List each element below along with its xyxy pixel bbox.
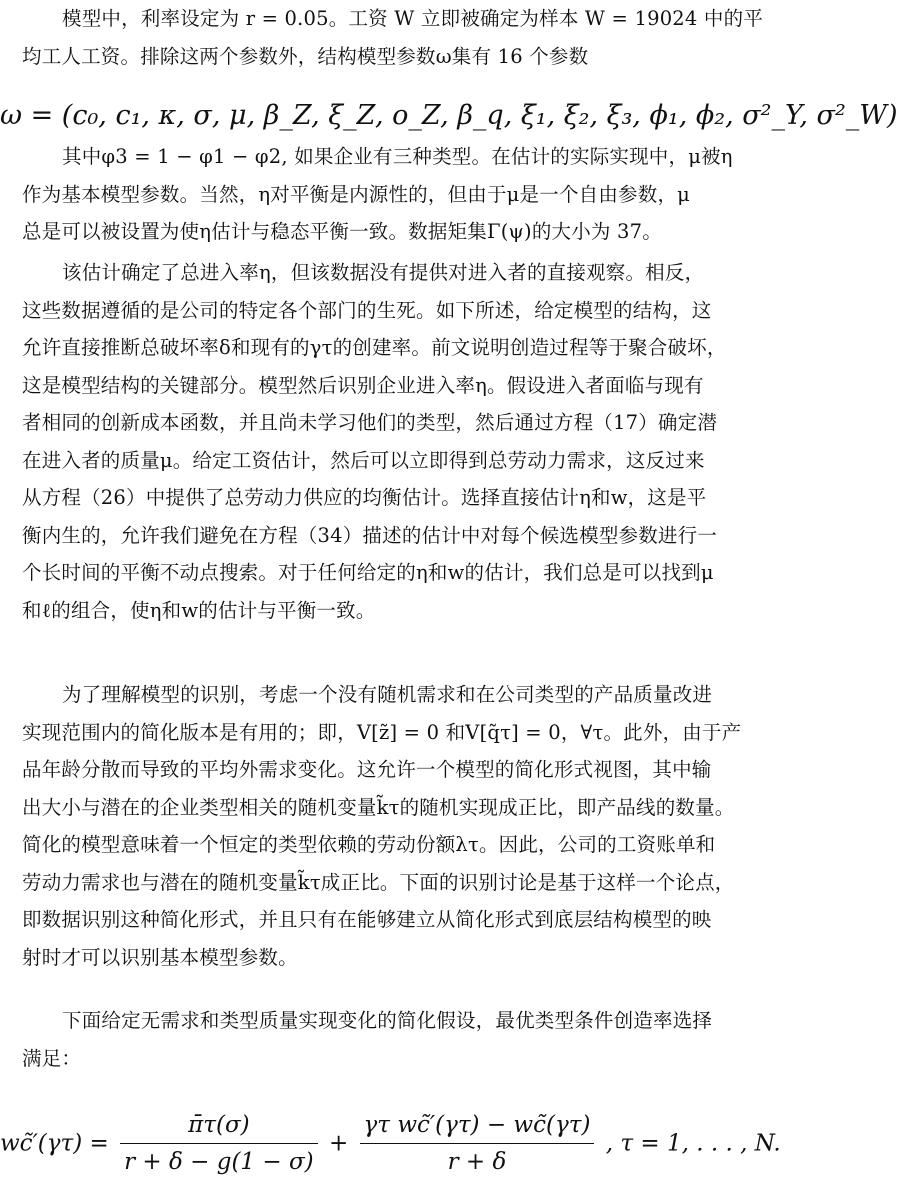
- paragraph-1: [22, 0, 764, 75]
- equation-fraction-2: [360, 1110, 595, 1177]
- text-line: 这是模型结构的关键部分。模型然后识别企业进入率η。假设进入者面临与现有: [22, 373, 704, 397]
- text-line: 均工人工资。排除这两个参数外，结构模型参数ω集有 16 个参数: [22, 44, 589, 68]
- paragraph-2: [22, 138, 750, 251]
- text-line: 其中φ3 = 1 − φ1 − φ2, 如果企业有三种类型。在估计的实际实现中，μ被η: [62, 145, 733, 168]
- text-line: 允许直接推断总破坏率δ和现有的γτ的创建率。前文说明创造过程等于聚合破坏，: [22, 336, 727, 359]
- text-line: 总是可以被设置为使η估计与稳态平衡一致。数据矩集Γ(ψ)的大小为 37。: [22, 220, 662, 243]
- text-line: 实现范围内的简化版本是有用的；即，V[z̃] = 0 和V[q̃τ] = 0，∀τ。此外，由于产: [22, 720, 742, 744]
- text-line: 品年龄分散而导致的平均外需求变化。这允许一个模型的简化形式视图，其中输: [22, 758, 712, 781]
- paragraph-5: [22, 1002, 750, 1077]
- fraction-numerator: γτ wc̃′(γτ) − wc̃(γτ): [360, 1110, 595, 1144]
- text-line: 劳动力需求也与潜在的随机变量k̃τ成正比。下面的识别讨论是基于这样一个论点，: [22, 870, 735, 894]
- text-line: 下面给定无需求和类型质量实现变化的简化假设，最优类型条件创造率选择: [62, 1009, 713, 1032]
- fraction-denominator: r + δ: [447, 1149, 507, 1175]
- text-line: 个长时间的平衡不动点搜索。对于任何给定的η和w的估计，我们总是可以找到μ: [22, 561, 714, 584]
- equation-creation-rate: [0, 1110, 781, 1177]
- text-line: 满足：: [22, 1046, 82, 1070]
- text-line: 该估计确定了总进入率η，但该数据没有提供对进入者的直接观察。相反，: [62, 261, 705, 284]
- fraction-denominator: r + δ − g(1 − σ): [124, 1149, 314, 1175]
- text-line: 在进入者的质量μ。给定工资估计，然后可以立即得到总劳动力需求，这反过来: [22, 448, 705, 472]
- text-line: 从方程（26）中提供了总劳动力供应的均衡估计。选择直接估计η和w，这是平: [22, 486, 707, 509]
- text-line: 为了理解模型的识别，考虑一个没有随机需求和在公司类型的产品质量改进: [62, 683, 713, 706]
- equation-omega: ω = (c₀, c₁, κ, σ, μ, β_Z, ξ_Z, o_Z, β_q, ξ₁, ξ₂, ξ₃, ϕ₁, ϕ₂, σ²_Y, σ²_W): [0, 100, 898, 131]
- equation-tail: , τ = 1, . . . , N.: [605, 1130, 781, 1157]
- text-line: 出大小与潜在的企业类型相关的随机变量k̃τ的随机实现成正比，即产品线的数量。: [22, 795, 735, 819]
- text-line: 模型中，利率设定为 r = 0.05。工资 W 立即被确定为样本 W = 19024 中的平: [62, 7, 764, 30]
- text-line: 射时才可以识别基本模型参数。: [22, 945, 298, 969]
- text-line: 即数据识别这种简化形式，并且只有在能够建立从简化形式到底层结构模型的映: [22, 908, 712, 931]
- text-line: 和ℓ的组合，使η和w的估计与平衡一致。: [22, 598, 376, 622]
- equation-fraction-1: [120, 1110, 318, 1177]
- paragraph-3: [22, 254, 750, 629]
- equation-lhs: wc̃′(γτ) =: [0, 1130, 109, 1157]
- text-line: 这些数据遵循的是公司的特定各个部门的生死。如下所述，给定模型的结构，这: [22, 298, 712, 322]
- paragraph-4: [22, 676, 750, 976]
- equation-plus: +: [328, 1130, 349, 1157]
- text-line: 者相同的创新成本函数，并且尚未学习他们的类型，然后通过方程（17）确定潜: [22, 411, 718, 434]
- fraction-numerator: π̄τ(σ): [120, 1110, 318, 1144]
- text-line: 作为基本模型参数。当然，η对平衡是内源性的，但由于μ是一个自由参数，μ: [22, 182, 691, 206]
- text-line: 衡内生的，允许我们避免在方程（34）描述的估计中对每个候选模型参数进行一: [22, 523, 718, 547]
- text-line: 简化的模型意味着一个恒定的类型依赖的劳动份额λτ。因此，公司的工资账单和: [22, 833, 716, 856]
